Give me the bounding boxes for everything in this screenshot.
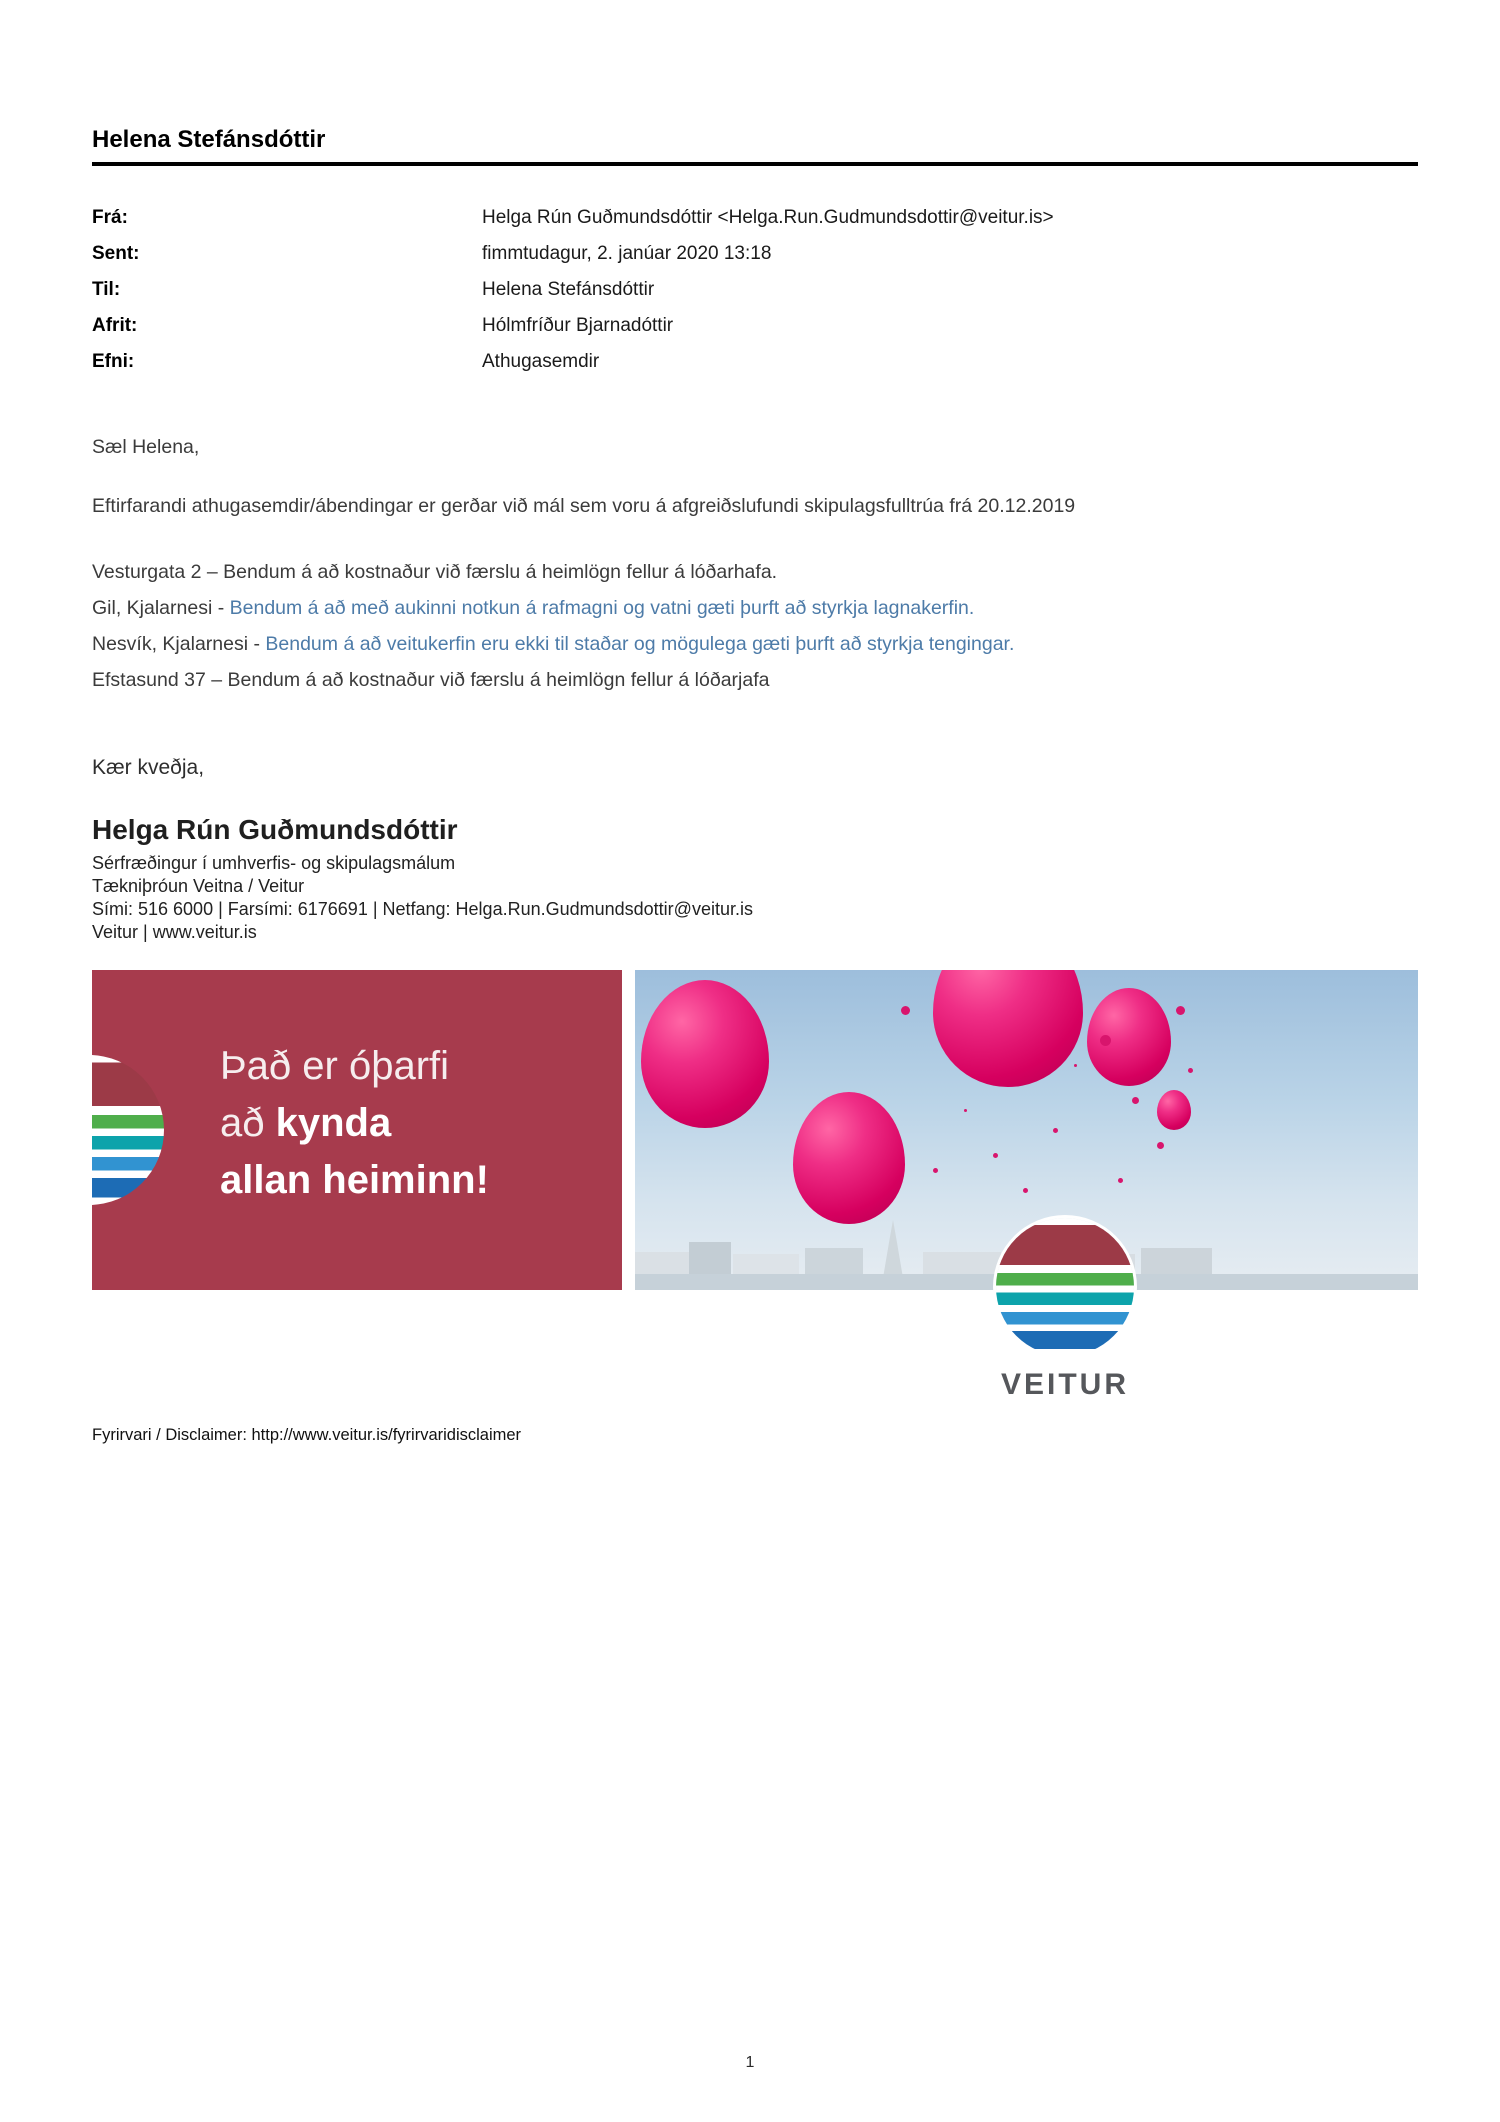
field-label: Efni: [92,351,135,372]
comment-text: Vesturgata 2 – Bendum á að kostnaður við færslu á heimlögn fellur á lóðarhafa. [92,561,778,583]
slogan-line-3: allan heiminn! [220,1158,489,1202]
greeting: Sæl Helena, [92,436,200,458]
slogan-line-1: Það er óþarfi [220,1044,450,1088]
confetti-dots [901,1006,910,1015]
header-row-subject [92,344,1418,380]
field-value: Helga Rún Guðmundsdóttir <Helga.Run.Gudmundsdottir@veitur.is> [482,207,1054,228]
slogan-line-2: að kynda [220,1101,392,1145]
field-value: Hólmfríður Bjarnadóttir [482,315,674,336]
header-row-from [92,200,1418,236]
closing: Kær kveðja, [92,756,205,779]
header-row-sent [92,236,1418,272]
comment-text: Nesvík, Kjalarnesi - [92,633,266,655]
veitur-bug-icon [92,1055,164,1205]
comment-text: Efstasund 37 – Bendum á að kostnaður við færslu á heimlögn fellur á lóðarjafa [92,669,770,691]
print-header [92,0,1418,166]
balloon [1157,1090,1191,1130]
signature-dept: Tækniþróun Veitna / Veitur [92,876,305,896]
banner-slogan [220,1038,489,1209]
veitur-logo-text: VEITUR [1000,1368,1129,1401]
veitur-logo-icon [996,1218,1134,1356]
comment-line [92,662,1418,698]
signature-role: Sérfræðingur í umhverfis- og skipulagsmálum [92,853,456,873]
banner-slogan-panel [92,970,622,1290]
field-label: Sent: [92,243,140,264]
balloon [641,980,769,1128]
veitur-logo-block [995,1218,1135,1402]
page-title: Helena Stefánsdóttir [92,126,326,153]
promo-banner [92,970,1418,1290]
comment-line [92,626,1418,662]
comment-line [92,590,1418,626]
signature-web: Veitur | www.veitur.is [92,922,257,942]
signature-block [92,852,1418,944]
field-value: Athugasemdir [482,351,600,372]
field-label: Til: [92,279,121,300]
balloon [793,1092,905,1224]
comment-note: Bendum á að veitukerfin eru ekki til staðar og mögulega gæti þurft að styrkja tengingar. [265,633,1015,655]
signature-name: Helga Rún Guðmundsdóttir [92,814,458,845]
field-value: Helena Stefánsdóttir [482,279,655,300]
disclaimer-text: Fyrirvari / Disclaimer: http://www.veitur.is/fyrirvaridisclaimer [92,1426,522,1444]
field-label: Afrit: [92,315,138,336]
church-spire [883,1220,903,1278]
intro-paragraph: Eftirfarandi athugasemdir/ábendingar er gerðar við mál sem voru á afgreiðslufundi skipulagsfulltrúa frá 20.12.2019 [92,495,1076,517]
balloon [1087,988,1171,1086]
page-number: 1 [745,2054,755,2071]
field-value: fimmtudagur, 2. janúar 2020 13:18 [482,243,772,264]
mail-header-fields [92,200,1418,380]
signature-contact: Sími: 516 6000 | Farsími: 6176691 | Netfang: Helga.Run.Gudmundsdottir@veitur.is [92,899,753,919]
comment-list [92,554,1418,698]
header-row-to [92,272,1418,308]
comment-note: Bendum á að með aukinni notkun á rafmagni og vatni gæti þurft að styrkja lagnakerfin. [229,597,975,619]
balloon [933,970,1083,1087]
building [689,1242,731,1278]
field-label: Frá: [92,207,128,228]
header-row-cc [92,308,1418,344]
promo-banner-area [92,970,1418,1410]
comment-line [92,554,1418,590]
comment-text: Gil, Kjalarnesi - [92,597,230,619]
